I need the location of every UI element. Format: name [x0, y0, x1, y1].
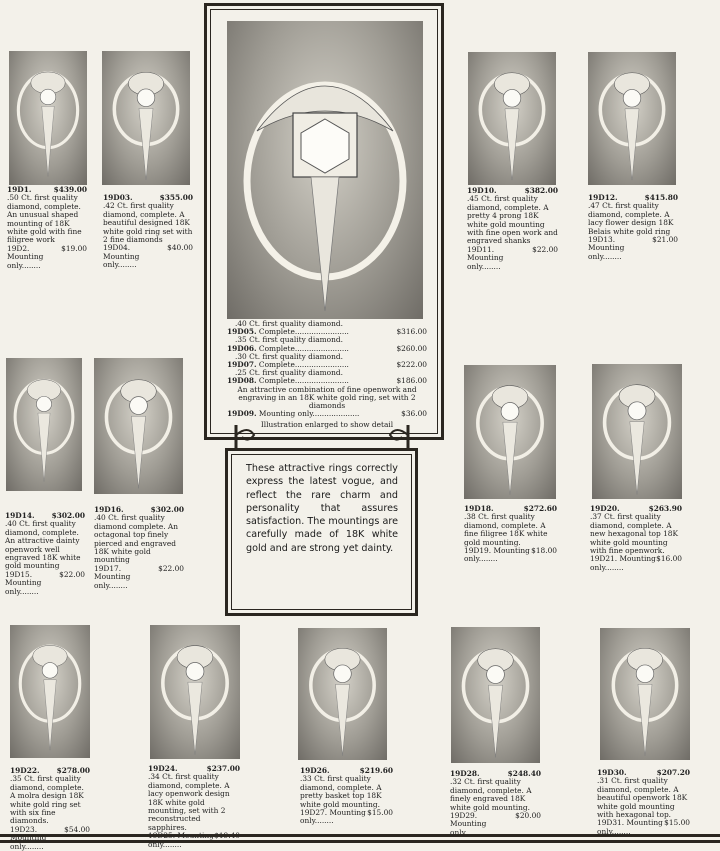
item-description: .33 Ct. first quality diamond, complete. A pretty basket top 18K white gold mounting.: [300, 774, 382, 809]
diamond-grade: .40 Ct. first quality diamond.: [235, 319, 343, 328]
item-code: 19D24.: [148, 764, 178, 773]
mounting-price: $22.00: [59, 569, 85, 579]
ring-caption: 19D03. $355.00 .42 Ct. first quality diamond, complete. A beautiful designed 18K white gold ring set with 2 fine diamonds 19D04. Mounting only........ $40.00: [103, 193, 193, 270]
item-code: 19D03.: [103, 193, 133, 202]
ring-caption: 19D22. $278.00 .35 Ct. first quality diamond, complete. A molra design 18K white gold ring set with six fine diamonds. 19D23. Mounting only........ $54.00: [10, 766, 90, 851]
ring-caption: 19D1. $439.00 .50 Ct. first quality diamond, complete. An unusual shaped mounting of 18K white gold with fine filigree work 19D2. Mounting only........ $19.00: [7, 185, 87, 270]
ring-caption: 19D30. $207.20 .31 Ct. first quality diamond, complete. A beautiful openwork 18K white gold mounting with hexagonal top. 19D31. Mounting only........ $15.00: [597, 768, 690, 836]
item-price: $302.00: [150, 505, 184, 514]
item-price: $278.00: [56, 766, 90, 775]
mounting-code: 19D13.: [588, 235, 616, 245]
mounting-price: $22.00: [532, 244, 558, 254]
ring-photo: [451, 627, 540, 763]
diamond-grade: .30 Ct. first quality diamond.: [235, 351, 343, 361]
item-code: 19D16.: [94, 505, 124, 514]
mounting-label: Mounting: [619, 554, 656, 564]
ring-icon: [592, 364, 682, 499]
mounting-price: $19.40: [214, 831, 240, 841]
item-description: .45 Ct. first quality diamond, complete. A pretty 4 prong 18K white gold mounting with fine open work and engraved shanks: [467, 194, 558, 246]
mounting-code: 19D25.: [148, 831, 176, 841]
mounting-price: $15.00: [664, 818, 690, 828]
item-code: 19D1.: [7, 185, 32, 194]
item-price: $219.60: [359, 766, 393, 775]
ring-icon: [94, 358, 183, 494]
item-code: 19D06.: [227, 343, 257, 353]
mounting-code: 19D11.: [467, 244, 495, 254]
item-code: 19D14.: [5, 511, 35, 520]
item-price: $237.00: [206, 764, 240, 773]
diamond-grade: .35 Ct. first quality diamond.: [235, 335, 343, 345]
ring-caption: 19D20. $263.90 .37 Ct. first quality diamond, complete. A new hexagonal top 18K white gold mounting with fine openwork. 19D21. Mounting only........ $16.00: [590, 504, 682, 572]
ring-caption: 19D18. $272.60 .38 Ct. first quality diamond, complete. A fine filigree 18K white gold mounting. 19D19. Mounting only........ $18.00: [464, 504, 557, 564]
diamond-grade: .25 Ct. first quality diamond.: [235, 368, 343, 378]
mounting-code: 19D17.: [94, 563, 122, 573]
mounting-price: $19.00: [61, 243, 87, 253]
item-price: $382.00: [524, 186, 558, 195]
mounting-label: Mounting: [588, 243, 625, 253]
ring-icon: [298, 628, 387, 760]
mounting-price: $36.00: [401, 409, 427, 419]
mounting-label: Mounting: [467, 253, 504, 263]
featured-note: An attractive combination of fine openwork and engraving in an 18K white gold ring, set with 2 diamonds: [237, 384, 417, 411]
item-description: .47 Ct. first quality diamond, complete. A lacy flower design 18K Belais white gold ring: [588, 201, 674, 236]
item-price: $186.00: [396, 376, 427, 386]
featured-ring-frame: [204, 3, 444, 440]
item-code: 19D22.: [10, 766, 40, 775]
mounting-code: 19D31.: [597, 818, 625, 828]
mounting-price: $20.00: [515, 811, 541, 821]
mounting-code: 19D09.: [227, 409, 257, 419]
item-description: .32 Ct. first quality diamond, complete. A finely engraved 18K white gold mounting.: [450, 777, 532, 812]
item-description: .38 Ct. first quality diamond, complete. A fine filigree 18K white gold mounting.: [464, 512, 548, 547]
ring-photo: [468, 52, 556, 185]
mounting-label: Mounting: [177, 831, 214, 841]
mounting-code: 19D29.: [450, 811, 478, 821]
item-price: $439.00: [53, 185, 87, 194]
item-price: $355.00: [159, 193, 193, 202]
ring-photo: [9, 51, 87, 185]
ring-icon: [451, 627, 540, 763]
item-code: 19D07.: [227, 360, 257, 370]
mounting-code: 19D19.: [464, 546, 492, 556]
ring-photo: [94, 358, 183, 494]
ring-caption: 19D12. $415.80 .47 Ct. first quality diamond, complete. A lacy flower design 18K Belais white gold ring 19D13. Mounting only........ $21.00: [588, 193, 678, 261]
illustration-note: Illustration enlarged to show detail: [260, 420, 394, 430]
item-price: $272.60: [523, 504, 557, 513]
mounting-price: $15.00: [367, 808, 393, 818]
item-description: .37 Ct. first quality diamond, complete. A new hexagonal top 18K white gold mounting with fine openwork.: [590, 512, 679, 556]
mounting-label: Mounting: [7, 252, 44, 262]
item-price: $248.40: [507, 769, 541, 778]
mounting-price: $21.00: [652, 235, 678, 245]
featured-price-list: .40 Ct. first quality diamond. 19D05. Complete....................... $316.00 .35 Ct. first quality diamond. 19D06. Complete....................... $260.00 .30 Ct. first quality diamond. 19D07. Complete....................... $222.00 .25 Ct. first quality diamond. 19D08. Complete....................... $186.00 An attractive combination of fine openwork and engraving in an 18K white gold ring, set with 2 diamonds 19D09. Mounting only.................... $36.00 Illustration enlarged to show detail: [227, 319, 427, 430]
ring-icon: [464, 365, 556, 499]
ring-caption: 19D28. $248.40 .32 Ct. first quality diamond, complete. A finely engraved 18K white gold mounting. 19D29. Mounting only........ $20.00: [450, 769, 541, 837]
mounting-label: Mounting: [103, 251, 140, 261]
item-description: .40 Ct. first quality diamond, complete. An attractive dainty openwork well engraved 18K white gold mounting: [5, 519, 81, 571]
ring-photo: [600, 628, 690, 760]
item-description: .42 Ct. first quality diamond, complete. A beautiful designed 18K white gold ring set with 2 fine diamonds: [103, 201, 193, 245]
ring-caption: 19D24. $237.00 .34 Ct. first quality diamond, complete. A lacy openwork design 18K white gold mounting, set with 2 reconstructed sapphires. 19D25. Mounting only........ $19.40: [148, 764, 240, 849]
item-code: 19D18.: [464, 504, 494, 513]
item-price: $207.20: [656, 768, 690, 777]
ring-icon: [102, 51, 190, 185]
ring-icon: [468, 52, 556, 185]
mounting-label: Mounting only: [258, 409, 313, 419]
mounting-price: $18.00: [531, 546, 557, 556]
ring-photo: [10, 625, 90, 758]
mounting-label: Mounting: [450, 819, 487, 829]
item-description: .50 Ct. first quality diamond, complete. An unusual shaped mounting of 18K white gold with fine filigree work: [7, 193, 82, 245]
ring-icon: [10, 625, 90, 758]
mounting-code: 19D15.: [5, 569, 33, 579]
item-code: 19D05.: [227, 327, 257, 337]
mounting-code: 19D23.: [10, 824, 38, 834]
mounting-code: 19D2.: [7, 243, 30, 253]
mounting-label: Mounting: [5, 578, 42, 588]
mounting-code: 19D21.: [590, 554, 618, 564]
mounting-price: $22.00: [158, 563, 184, 573]
ring-caption: 19D14. $302.00 .40 Ct. first quality diamond, complete. An attractive dainty openwork well engraved 18K white gold mounting 19D15. Mounting only........ $22.00: [5, 511, 85, 596]
ring-photo: [6, 358, 82, 491]
item-code: 19D12.: [588, 193, 618, 202]
featured-ring-photo: [227, 21, 423, 319]
bottom-rule: [0, 834, 720, 843]
item-code: 19D26.: [300, 766, 330, 775]
ring-photo: [464, 365, 556, 499]
mounting-price: $40.00: [167, 243, 193, 253]
item-code: 19D20.: [590, 504, 620, 513]
mounting-label: Mounting: [493, 546, 530, 556]
item-description: .35 Ct. first quality diamond, complete. A molra design 18K white gold ring set with six fine diamonds.: [10, 774, 84, 826]
ring-caption: 19D26. $219.60 .33 Ct. first quality diamond, complete. A pretty basket top 18K white gold mounting. 19D27. Mounting only........ $15.00: [300, 766, 393, 826]
mounting-code: 19D04.: [103, 243, 131, 253]
mounting-price: $54.00: [64, 824, 90, 834]
item-price: $263.90: [648, 504, 682, 513]
mounting-code: 19D27.: [300, 808, 328, 818]
ring-photo: [298, 628, 387, 760]
ring-photo: [592, 364, 682, 499]
item-code: 19D30.: [597, 768, 627, 777]
mounting-label: Mounting: [329, 808, 366, 818]
ring-icon: [6, 358, 82, 491]
mounting-label: Mounting: [626, 818, 663, 828]
item-price: $222.00: [396, 360, 427, 370]
ring-icon: [227, 21, 423, 319]
ring-caption: 19D10. $382.00 .45 Ct. first quality diamond, complete. A pretty 4 prong 18K white gold mounting with fine open work and engraved shanks 19D11. Mounting only........ $22.00: [467, 186, 558, 271]
item-price: $302.00: [51, 511, 85, 520]
item-code: 19D28.: [450, 769, 480, 778]
item-price: $415.80: [644, 193, 678, 202]
item-description: .40 Ct. first quality diamond complete. An octagonal top finely pierced and engraved 18K white gold mounting: [94, 513, 179, 565]
mounting-label: Mounting: [94, 572, 131, 582]
ring-icon: [588, 52, 676, 185]
item-price: $316.00: [396, 327, 427, 337]
promo-text: These attractive rings correctly express the latest vogue, and reflect the rare charm and personality that assures satisfaction. The mountings are carefully made of 18K white gold and are strong yet dainty.: [246, 463, 398, 554]
ring-photo: [102, 51, 190, 185]
mounting-price: $16.00: [656, 554, 682, 564]
item-description: .31 Ct. first quality diamond, complete. A beautiful openwork 18K white gold mounting with hexagonal top.: [597, 776, 688, 820]
promo-text-box: [225, 448, 418, 616]
ring-caption: 19D16. $302.00 .40 Ct. first quality diamond complete. An octagonal top finely pierced and engraved 18K white gold mounting 19D17. Mounting only........ $22.00: [94, 505, 184, 590]
mounting-label: Mounting: [10, 833, 47, 843]
item-code: 19D10.: [467, 186, 497, 195]
item-code: 19D08.: [227, 376, 257, 386]
ring-icon: [600, 628, 690, 760]
item-price: $260.00: [396, 343, 427, 353]
item-description: .34 Ct. first quality diamond, complete. A lacy openwork design 18K white gold mounting, set with 2 reconstructed sapphires.: [148, 772, 230, 832]
ring-icon: [150, 625, 240, 759]
ring-photo: [588, 52, 676, 185]
ring-icon: [9, 51, 87, 185]
ring-photo: [150, 625, 240, 759]
